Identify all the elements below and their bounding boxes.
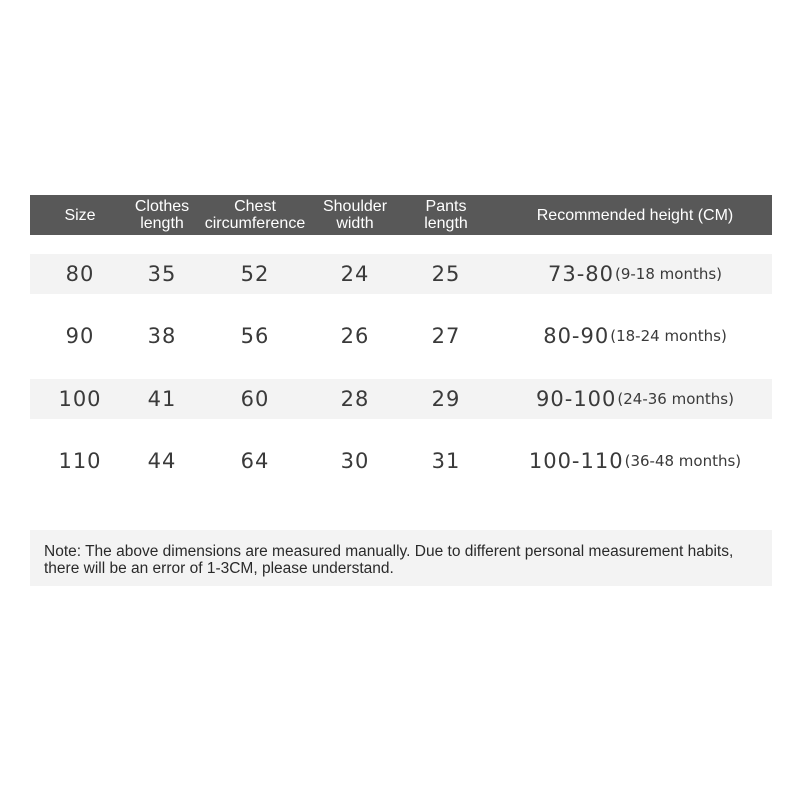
cell-recommended-height [498, 441, 772, 481]
size-chart [30, 195, 772, 473]
cell-shoulder: 24 [340, 262, 370, 286]
cell-chest: 56 [240, 324, 270, 348]
cell-recommended-height [498, 379, 772, 419]
cell-shoulder: 30 [340, 449, 370, 473]
header-chest-line2: circumference [204, 215, 306, 232]
header-shoulder-line2: width [336, 215, 374, 232]
cell-clothes-length: 35 [147, 262, 177, 286]
header-recommended-height-label: Recommended height (CM) [536, 206, 734, 224]
height-range: 90-100 [536, 387, 617, 411]
cell-recommended-height [498, 316, 772, 356]
header-clothes-length-line2: length [140, 215, 184, 232]
header-size [30, 195, 130, 235]
header-recommended-height [498, 195, 772, 235]
header-pants-line1: Pants [425, 198, 467, 215]
header-clothes-length-line1: Clothes [134, 198, 190, 215]
header-chest-line1: Chest [234, 198, 276, 215]
measurement-note: Note: The above dimensions are measured manually. Due to different personal measurement habits, there will be an error of 1-3CM, please understand. [30, 530, 772, 586]
height-range: 100-110 [528, 449, 624, 473]
age-range: (18-24 months) [610, 327, 727, 345]
height-range: 73-80 [547, 262, 614, 286]
age-range: (9-18 months) [615, 265, 723, 283]
header-shoulder-width [316, 195, 394, 235]
table-row [30, 316, 772, 356]
header-shoulder-line1: Shoulder [322, 198, 388, 215]
header-chest-circumference [194, 195, 316, 235]
cell-pants: 27 [431, 324, 461, 348]
cell-clothes-length: 38 [147, 324, 177, 348]
cell-size: 90 [65, 324, 95, 348]
cell-size: 100 [58, 387, 102, 411]
header-pants-line2: length [424, 215, 468, 232]
cell-chest: 52 [240, 262, 270, 286]
cell-shoulder: 26 [340, 324, 370, 348]
table-row [30, 379, 772, 419]
cell-size: 110 [58, 449, 102, 473]
table-header [30, 195, 772, 235]
cell-clothes-length: 44 [147, 449, 177, 473]
cell-size: 80 [65, 262, 95, 286]
height-range: 80-90 [543, 324, 610, 348]
cell-chest: 60 [240, 387, 270, 411]
header-clothes-length [130, 195, 194, 235]
age-range: (24-36 months) [617, 390, 734, 408]
header-pants-length [394, 195, 498, 235]
cell-pants: 31 [431, 449, 461, 473]
cell-recommended-height [498, 254, 772, 294]
cell-pants: 25 [431, 262, 461, 286]
cell-chest: 64 [240, 449, 270, 473]
table-row [30, 254, 772, 294]
cell-shoulder: 28 [340, 387, 370, 411]
table-row [30, 441, 772, 481]
cell-pants: 29 [431, 387, 461, 411]
age-range: (36-48 months) [624, 452, 742, 470]
cell-clothes-length: 41 [147, 387, 177, 411]
header-size-label: Size [64, 206, 96, 224]
